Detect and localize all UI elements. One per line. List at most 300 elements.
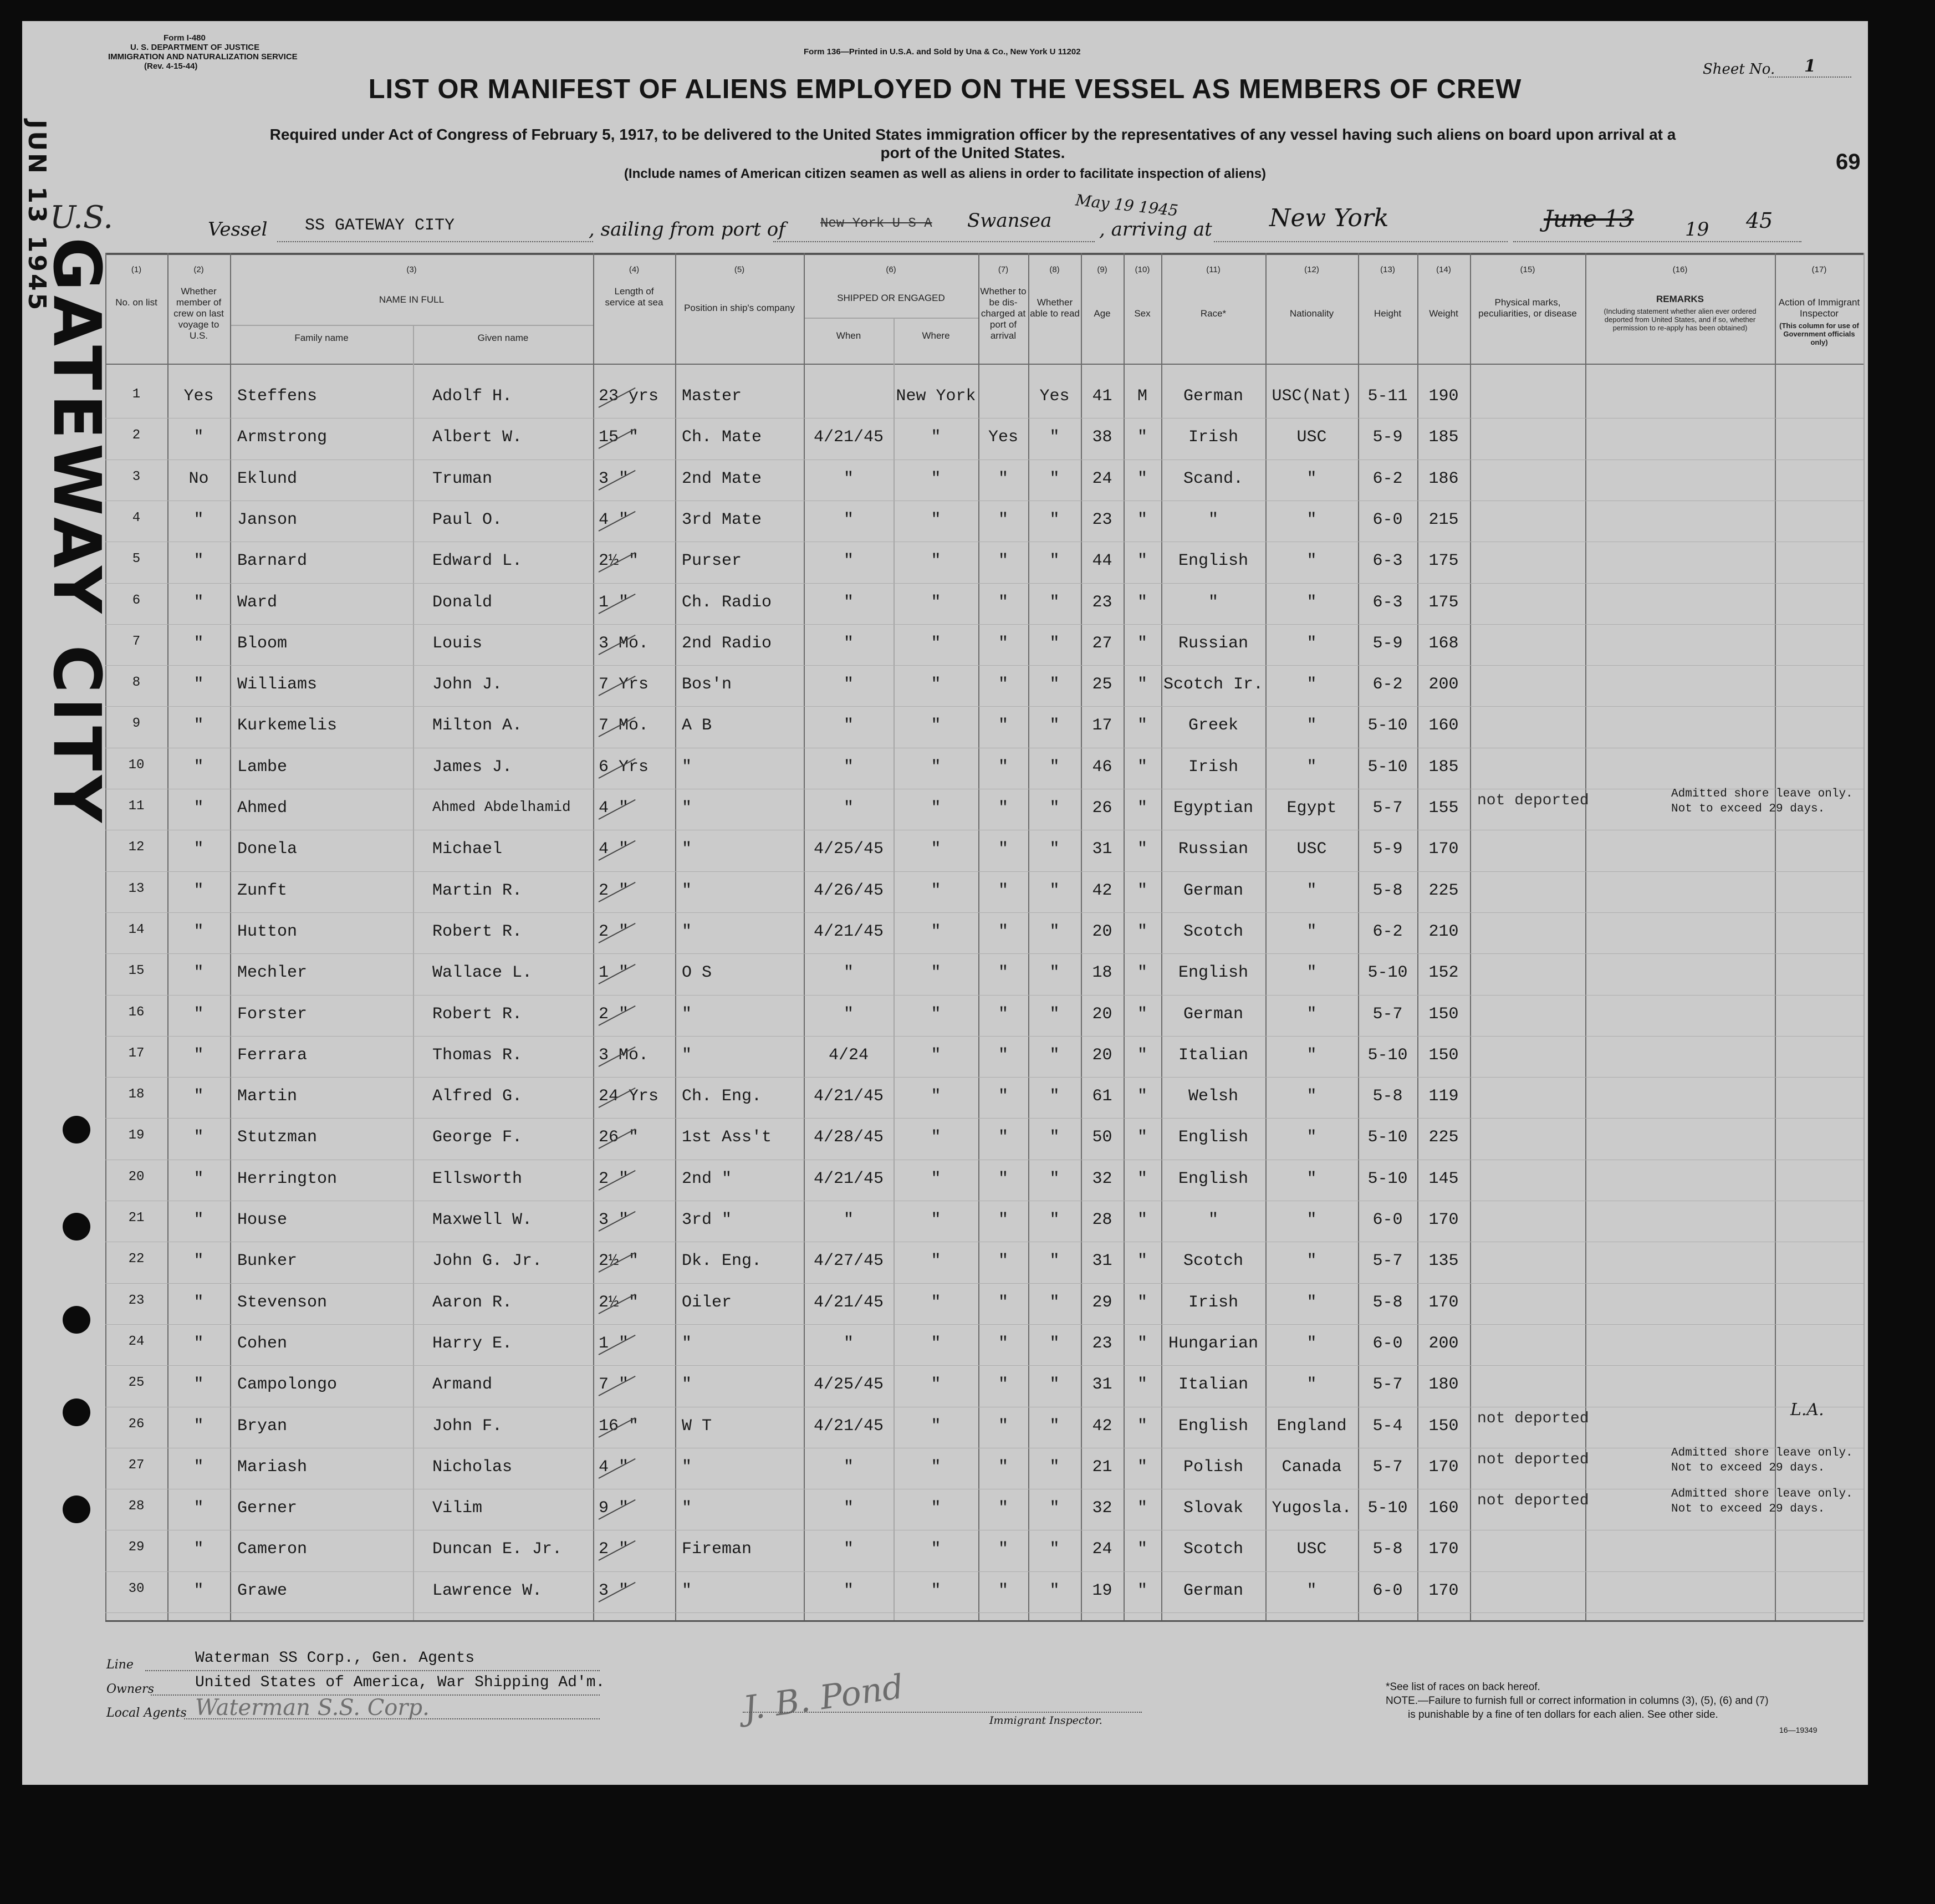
cell-discharged: " — [998, 840, 1008, 859]
cell-sex: " — [1137, 552, 1147, 571]
cell-height: 6-0 — [1372, 1581, 1403, 1600]
cell-age: 26 — [1092, 799, 1112, 818]
cell-race: German — [1183, 1004, 1244, 1024]
col-rule-18 — [1775, 253, 1776, 1620]
cell-where: " — [931, 469, 941, 488]
cell-no: 24 — [128, 1334, 145, 1349]
cell-age: 18 — [1092, 963, 1112, 983]
cell-read: " — [1049, 469, 1060, 488]
cell-discharged: " — [998, 922, 1008, 941]
cell-read: " — [1049, 881, 1060, 900]
cell-position: 3rd Mate — [682, 510, 762, 529]
cell-given: Armand — [432, 1375, 493, 1395]
cell-length: 26 " — [599, 1128, 639, 1147]
cell-voyage: " — [193, 1416, 204, 1436]
cell-height: 6-0 — [1372, 1211, 1403, 1229]
cell-read: " — [1049, 1211, 1060, 1229]
col-num-10: (10) — [1135, 265, 1150, 274]
sailing-port-hand: Swansea — [967, 210, 1052, 232]
cell-nationality: " — [1306, 469, 1317, 488]
cell-race: Slovak — [1183, 1499, 1244, 1518]
cell-length: 2½ " — [599, 1293, 639, 1312]
cell-no: 11 — [128, 799, 145, 814]
cell-weight: 190 — [1428, 387, 1459, 406]
col-head-action: Action of Immigrant Inspector — [1778, 297, 1860, 319]
cell-discharged: " — [998, 881, 1008, 900]
cell-position: " — [682, 1334, 692, 1353]
col-head-action-sub: (This column for use of Government officials only) — [1779, 321, 1859, 346]
row-divider — [105, 706, 1863, 707]
cell-family: Ward — [237, 593, 278, 612]
subtitle-line-1: Required under Act of Congress of February 5, 1917, to be delivered to the United States immigration officer by the representatives of any vessel having such aliens on board upon arrival at a — [269, 126, 1676, 143]
cell-when: " — [843, 963, 854, 983]
cell-nationality: " — [1306, 963, 1317, 983]
cell-length: 9 " — [599, 1499, 629, 1518]
cell-sex: " — [1137, 840, 1147, 859]
cell-voyage: " — [193, 716, 204, 736]
cell-sex: " — [1137, 593, 1147, 612]
cell-given: Robert R. — [432, 922, 523, 941]
cell-position: W T — [682, 1416, 712, 1436]
cell-height: 6-0 — [1372, 1334, 1403, 1353]
cell-family: Mechler — [237, 963, 308, 983]
cell-where: " — [931, 1211, 941, 1229]
cell-weight: 160 — [1428, 716, 1459, 736]
cell-weight: 185 — [1428, 757, 1459, 777]
date-dotted-line — [1513, 241, 1801, 242]
cell-where: " — [931, 799, 941, 818]
shipped-sub-divider — [804, 318, 978, 319]
cell-race: Egyptian — [1173, 799, 1254, 818]
cell-sex: " — [1137, 1499, 1147, 1518]
cell-position: Ch. Radio — [682, 593, 772, 612]
cell-given: Ahmed Abdelhamid — [432, 799, 571, 815]
cell-voyage: " — [193, 1499, 204, 1518]
form-id-block — [108, 33, 298, 71]
row-divider — [105, 624, 1863, 625]
cell-age: 19 — [1092, 1581, 1112, 1600]
col-rule-16 — [1470, 253, 1471, 1620]
cell-position: Dk. Eng. — [682, 1252, 762, 1271]
cell-family: Bryan — [237, 1416, 288, 1436]
cell-given: Thomas R. — [432, 1045, 523, 1065]
cell-given: Milton A. — [432, 716, 523, 736]
cell-nationality: " — [1306, 675, 1317, 695]
table-bottom-border — [105, 1620, 1863, 1622]
note-races: *See list of races on back hereof. — [1386, 1681, 1540, 1693]
sailing-dotted-line — [773, 241, 1095, 242]
cell-weight: 168 — [1428, 634, 1459, 653]
cell-family: Bloom — [237, 634, 288, 653]
cell-age: 25 — [1092, 675, 1112, 695]
col-head-where: Where — [922, 330, 950, 341]
arriving-port-hand: New York — [1269, 204, 1389, 232]
inspector-label: Immigrant Inspector. — [989, 1714, 1102, 1727]
cell-height: 5-7 — [1372, 1457, 1403, 1477]
cell-discharged: " — [998, 593, 1008, 612]
cell-weight: 200 — [1428, 1334, 1459, 1353]
cell-age: 50 — [1092, 1128, 1112, 1147]
cell-height: 5-10 — [1367, 1499, 1408, 1518]
cell-sex: " — [1137, 1334, 1147, 1353]
vessel-dotted-line — [277, 241, 593, 242]
cell-no: 25 — [128, 1375, 145, 1391]
sailing-date-hand: May 19 1945 — [1074, 191, 1180, 220]
cell-height: 5-7 — [1372, 799, 1403, 818]
cell-sex: " — [1137, 510, 1147, 529]
owners-label: Owners — [106, 1682, 154, 1696]
col-head-nationality: Nationality — [1289, 308, 1334, 319]
cell-age: 32 — [1092, 1169, 1112, 1188]
cell-voyage: " — [193, 1252, 204, 1271]
cell-given: Michael — [432, 840, 503, 859]
cell-age: 20 — [1092, 1045, 1112, 1065]
cell-no: 1 — [132, 387, 141, 402]
cell-given: Ellsworth — [432, 1169, 523, 1188]
form-code: 16—19349 — [1779, 1726, 1817, 1734]
cell-race: Scotch — [1183, 922, 1244, 941]
cell-discharged: " — [998, 1252, 1008, 1271]
cell-nationality: " — [1306, 510, 1317, 529]
cell-where: " — [931, 1004, 941, 1024]
note-1: NOTE.—Failure to furnish full or correct information in columns (3), (5), (6) and (7) — [1386, 1695, 1769, 1707]
cell-given: Donald — [432, 593, 493, 612]
cell-read: " — [1049, 716, 1060, 736]
row-divider — [105, 1365, 1863, 1366]
cell-discharged: " — [998, 469, 1008, 488]
cell-sex: " — [1137, 1540, 1147, 1559]
cell-given: James J. — [432, 757, 513, 777]
cell-weight: 160 — [1428, 1499, 1459, 1518]
cell-no: 28 — [128, 1499, 145, 1514]
cell-position: 2nd " — [682, 1169, 732, 1188]
cell-nationality: England — [1277, 1416, 1347, 1436]
cell-family: Bunker — [237, 1252, 298, 1271]
cell-no: 19 — [128, 1128, 145, 1144]
arriving-dotted-line — [1214, 241, 1508, 242]
cell-sex: " — [1137, 757, 1147, 777]
cell-discharged: " — [998, 757, 1008, 777]
col-num-1: (1) — [131, 265, 142, 274]
cell-length: 3 " — [599, 1581, 629, 1600]
col-head-age: Age — [1094, 308, 1111, 319]
cell-when: 4/25/45 — [813, 840, 884, 859]
col-num-7: (7) — [998, 265, 1009, 274]
cell-sex: " — [1137, 634, 1147, 653]
cell-family: Lambe — [237, 757, 288, 777]
col-num-15: (15) — [1520, 265, 1535, 274]
cell-race: German — [1183, 1581, 1244, 1600]
cell-position: Ch. Eng. — [682, 1087, 762, 1106]
col-num-9: (9) — [1097, 265, 1107, 274]
cell-sex: " — [1137, 1211, 1147, 1229]
cell-height: 5-9 — [1372, 840, 1403, 859]
cell-where: " — [931, 1540, 941, 1559]
cell-no: 27 — [128, 1457, 145, 1473]
cell-position: Purser — [682, 552, 742, 571]
cell-given: Alfred G. — [432, 1087, 523, 1106]
cell-length: 3 Mo. — [599, 1045, 649, 1065]
cell-when: 4/24 — [828, 1045, 869, 1065]
cell-given: Harry E. — [432, 1334, 513, 1353]
cell-height: 5-8 — [1372, 1293, 1403, 1312]
cell-weight: 170 — [1428, 840, 1459, 859]
cell-voyage: " — [193, 593, 204, 612]
cell-sex: " — [1137, 963, 1147, 983]
cell-read: " — [1049, 1045, 1060, 1065]
cell-race: Italian — [1178, 1045, 1249, 1065]
cell-nationality: " — [1306, 1045, 1317, 1065]
col-head-position: Position in ship's company — [684, 303, 795, 313]
cell-length: 7 Mo. — [599, 716, 649, 736]
cell-when: " — [843, 552, 854, 571]
cell-height: 5-10 — [1367, 1128, 1408, 1147]
cell-nationality: " — [1306, 1581, 1317, 1600]
cell-position: Fireman — [682, 1540, 752, 1559]
cell-read: " — [1049, 963, 1060, 983]
cell-when: " — [843, 1334, 854, 1353]
cell-where: " — [931, 1128, 941, 1147]
cell-voyage: " — [193, 428, 204, 447]
cell-sex: " — [1137, 1252, 1147, 1271]
cell-age: 31 — [1092, 1375, 1112, 1395]
cell-where: " — [931, 881, 941, 900]
cell-position: 2nd Radio — [682, 634, 772, 653]
col-rule-5 — [675, 253, 676, 1620]
cell-when: " — [843, 1004, 854, 1024]
cell-when: " — [843, 1540, 854, 1559]
cell-age: 46 — [1092, 757, 1112, 777]
cell-nationality: " — [1306, 1004, 1317, 1024]
name-sub-divider — [230, 325, 593, 326]
col-rule-2 — [230, 253, 231, 1620]
cell-weight: 185 — [1428, 428, 1459, 447]
cell-nationality: " — [1306, 1169, 1317, 1188]
cell-no: 21 — [128, 1211, 145, 1226]
cell-position: " — [682, 799, 692, 818]
cell-where: " — [931, 1457, 941, 1477]
cell-no: 23 — [128, 1293, 145, 1308]
cell-no: 13 — [128, 881, 145, 896]
cell-where: " — [931, 1169, 941, 1188]
cell-read: " — [1049, 428, 1060, 447]
cell-length: 2 " — [599, 881, 629, 900]
cell-when: " — [843, 1499, 854, 1518]
cell-when: " — [843, 716, 854, 736]
cell-discharged: " — [998, 552, 1008, 571]
cell-position: 2nd Mate — [682, 469, 762, 488]
cell-height: 6-3 — [1372, 552, 1403, 571]
cell-family: Eklund — [237, 469, 298, 488]
col-head-marks: Physical marks, peculiarities, or disease — [1478, 297, 1577, 319]
cell-read: " — [1049, 675, 1060, 695]
cell-voyage: " — [193, 1045, 204, 1065]
cell-discharged: " — [998, 1334, 1008, 1353]
cell-given: Edward L. — [432, 552, 523, 571]
cell-read: " — [1049, 1499, 1060, 1518]
cell-age: 61 — [1092, 1087, 1112, 1106]
cell-weight: 150 — [1428, 1416, 1459, 1436]
cell-where: New York — [896, 387, 976, 406]
cell-race: Russian — [1178, 840, 1249, 859]
binder-hole — [63, 1116, 90, 1144]
cell-position: " — [682, 1499, 692, 1518]
cell-family: Kurkemelis — [237, 716, 338, 736]
cell-family: Zunft — [237, 881, 288, 900]
cell-length: 3 " — [599, 1211, 629, 1229]
inspector-signature: J. B. Pond — [741, 1667, 906, 1728]
vessel-label: Vessel — [208, 218, 268, 241]
agents-value: Waterman S.S. Corp. — [195, 1695, 430, 1721]
cell-read: " — [1049, 1457, 1060, 1477]
cell-nationality: " — [1306, 593, 1317, 612]
cell-discharged: " — [998, 634, 1008, 653]
cell-remark-1: Admitted shore leave only. — [1671, 1446, 1853, 1459]
cell-nationality: " — [1306, 1128, 1317, 1147]
cell-age: 23 — [1092, 1334, 1112, 1353]
cell-when: " — [843, 675, 854, 695]
cell-where: " — [931, 552, 941, 571]
cell-age: 42 — [1092, 881, 1112, 900]
cell-physical-marks: not deported — [1477, 1410, 1589, 1427]
cell-family: Gerner — [237, 1499, 298, 1518]
cell-position: " — [682, 840, 692, 859]
cell-read: " — [1049, 1540, 1060, 1559]
col-head-weight: Weight — [1429, 308, 1458, 319]
cell-race: Scotch — [1183, 1252, 1244, 1271]
cell-read: " — [1049, 1087, 1060, 1106]
cell-race: " — [1208, 510, 1218, 529]
cell-discharged: " — [998, 1128, 1008, 1147]
cell-discharged: " — [998, 1169, 1008, 1188]
cell-discharged: " — [998, 1211, 1008, 1229]
cell-height: 5-10 — [1367, 963, 1408, 983]
cell-sex: " — [1137, 881, 1147, 900]
cell-length: 16 " — [599, 1416, 639, 1436]
cell-nationality: Yugosla. — [1272, 1499, 1352, 1518]
cell-where: " — [931, 716, 941, 736]
col-num-12: (12) — [1304, 265, 1319, 274]
col-head-family: Family name — [294, 333, 349, 343]
cell-family: Herrington — [237, 1169, 338, 1188]
cell-age: 31 — [1092, 1252, 1112, 1271]
cell-race: Irish — [1188, 757, 1238, 777]
cell-position: Master — [682, 387, 742, 406]
cell-physical-marks: not deported — [1477, 792, 1589, 809]
cell-family: Campolongo — [237, 1375, 338, 1395]
cell-length: 6 Yrs — [599, 757, 649, 777]
cell-age: 23 — [1092, 593, 1112, 612]
cell-read: Yes — [1039, 387, 1070, 406]
cell-position: " — [682, 922, 692, 941]
cell-discharged: " — [998, 1087, 1008, 1106]
cell-where: " — [931, 757, 941, 777]
cell-weight: 135 — [1428, 1252, 1459, 1271]
cell-when: 4/28/45 — [813, 1128, 884, 1147]
cell-race: Hungarian — [1168, 1334, 1259, 1353]
cell-no: 17 — [128, 1045, 145, 1061]
cell-race: English — [1178, 1169, 1249, 1188]
cell-position: " — [682, 1375, 692, 1395]
cell-where: " — [931, 593, 941, 612]
cell-when: " — [843, 799, 854, 818]
cell-remark-2: Not to exceed 29 days. — [1671, 1503, 1825, 1516]
cell-when: " — [843, 469, 854, 488]
cell-sex: " — [1137, 1087, 1147, 1106]
cell-given: Vilim — [432, 1499, 483, 1518]
cell-length: 24 Yrs — [599, 1087, 659, 1106]
cell-family: Grawe — [237, 1581, 288, 1600]
cell-read: " — [1049, 1293, 1060, 1312]
cell-position: " — [682, 1045, 692, 1065]
cell-discharged: " — [998, 716, 1008, 736]
cell-when: 4/21/45 — [813, 1087, 884, 1106]
cell-race: German — [1183, 881, 1244, 900]
agents-label: Local Agents — [106, 1706, 187, 1720]
note-2: is punishable by a fine of ten dollars for each alien. See other side. — [1408, 1709, 1718, 1721]
cell-discharged: " — [998, 799, 1008, 818]
cell-length: 2 " — [599, 922, 629, 941]
cell-voyage: " — [193, 840, 204, 859]
cell-nationality: USC — [1296, 840, 1327, 859]
cell-height: 5-10 — [1367, 757, 1408, 777]
cell-given: Duncan E. Jr. — [432, 1540, 563, 1559]
header-bottom-border — [105, 364, 1863, 365]
cell-age: 17 — [1092, 716, 1112, 736]
cell-voyage: " — [193, 1087, 204, 1106]
cell-read: " — [1049, 1416, 1060, 1436]
row-divider — [105, 1283, 1863, 1284]
cell-weight: 170 — [1428, 1293, 1459, 1312]
cell-read: " — [1049, 634, 1060, 653]
cell-when: 4/27/45 — [813, 1252, 884, 1271]
cell-height: 5-11 — [1367, 387, 1408, 406]
cell-length: 1 " — [599, 593, 629, 612]
cell-when: 4/21/45 — [813, 1416, 884, 1436]
row-divider — [105, 912, 1863, 913]
cell-position: " — [682, 1581, 692, 1600]
cell-when: 4/21/45 — [813, 922, 884, 941]
cell-nationality: " — [1306, 634, 1317, 653]
year-label: 19 — [1685, 218, 1709, 241]
cell-age: 21 — [1092, 1457, 1112, 1477]
cell-physical-marks: not deported — [1477, 1451, 1589, 1468]
owners-value: United States of America, War Shipping Ad'm. — [195, 1674, 605, 1691]
inspector-dotted — [743, 1712, 1142, 1713]
cell-read: " — [1049, 799, 1060, 818]
cell-sex: " — [1137, 1128, 1147, 1147]
cell-physical-marks: not deported — [1477, 1492, 1589, 1510]
cell-sex: " — [1137, 922, 1147, 941]
cell-length: 4 " — [599, 799, 629, 818]
manifest-sheet — [22, 21, 1868, 1785]
sailing-label: , sailing from port of — [589, 218, 785, 241]
cell-family: Martin — [237, 1087, 298, 1106]
cell-weight: 210 — [1428, 922, 1459, 941]
cell-sex: " — [1137, 716, 1147, 736]
cell-age: 38 — [1092, 428, 1112, 447]
binder-hole — [63, 1306, 90, 1334]
line-dotted — [145, 1670, 600, 1671]
cell-discharged: " — [998, 1293, 1008, 1312]
cell-sex: " — [1137, 1045, 1147, 1065]
cell-weight: 175 — [1428, 593, 1459, 612]
col-head-remarks-sub: (Including statement whether alien ever ordered deported from United States, and if so, whether permission to re-apply has been obtained) — [1604, 307, 1757, 332]
cell-age: 24 — [1092, 469, 1112, 488]
cell-no: 14 — [128, 922, 145, 937]
cell-length: 1 " — [599, 963, 629, 983]
cell-given: John J. — [432, 675, 503, 695]
